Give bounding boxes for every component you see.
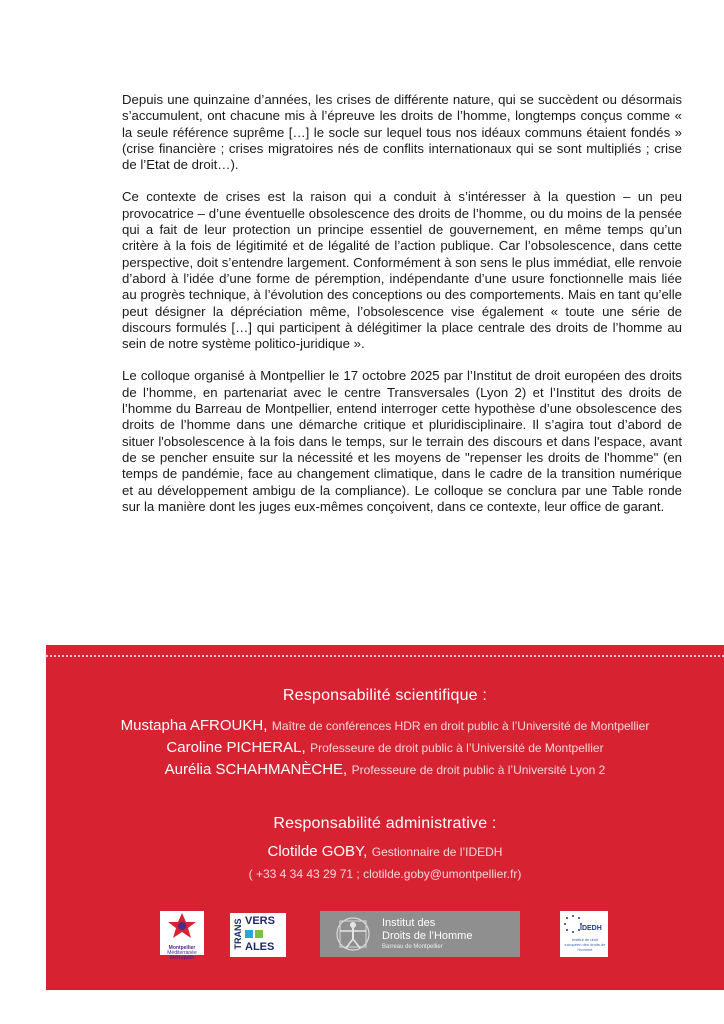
scientific-heading: Responsabilité scientifique : xyxy=(282,687,488,704)
square-icon xyxy=(245,930,253,938)
institut-droits-homme-logo xyxy=(320,911,520,957)
dotted-divider xyxy=(46,655,724,657)
person-name: Aurélia SCHAHMANÈCHE, xyxy=(164,761,348,778)
paragraph-1: Depuis une quinzaine d’années, les crises de différente nature, qui se succèdent ou désormais s’accumulent, ont chacune mis à l’épreuve les droits de l’homme, longtemps conçus comme « la seule référence suprême […] le socle sur lequel tous nos idéaux communs étaient fondés » (crise financière ; crises migratoires nés de conflits internationaux qui se sont multipliés ; crise de l’Etat de droit…). xyxy=(122,92,682,173)
logo-text: Institut des xyxy=(382,917,436,929)
admin-heading: Responsabilité administrative : xyxy=(273,815,497,832)
star-icon xyxy=(160,911,204,941)
logo-text: Barreau de Montpellier xyxy=(382,944,443,950)
person-name: Clotilde GOBY, xyxy=(267,843,368,860)
logo-text: Montpellier xyxy=(168,945,196,951)
person-name: Mustapha AFROUKH, xyxy=(120,717,268,734)
logo-text: Institut de droit européen des droits de l'homme xyxy=(564,937,606,952)
logo-text: Métropole xyxy=(170,955,194,961)
person-name: Caroline PICHERAL, xyxy=(166,739,306,756)
paragraph-2: Ce contexte de crises est la raison qui a conduit à s’intéresser à la question – un peu provocatrice – d’une éventuelle obsolescence des droits de l’homme, ou du moins de la pensée qui a fait de leur protection un principe essentiel de gouvernement, en même temps qu’un critère à la fois de légitimité et de légalité de l’action publique. Car l’obsolescence, dans cette perspective, doit s’entendre largement. Conformément à son sens le plus immédiat, elle renvoie d’abord à l’idée d’une forme de péremption, indépendante d’une usure fonctionnelle mais liée au progrès technique, à l’évolution des conceptions ou des comportements. Mais en tant qu’elle peut désigner la dépréciation même, l’obsolescence vise également « toute une série de discours formulés […] qui participent à délégitimer la place centrale des droits de l’homme au sein de notre système politico-juridique ». xyxy=(122,189,682,352)
logo-text: TRANS xyxy=(233,918,243,950)
montpellier-metropole-logo xyxy=(160,911,204,961)
idedh-logo xyxy=(560,911,608,957)
square-icon xyxy=(255,930,263,938)
logo-text: IDEDH xyxy=(580,925,602,932)
credits-band xyxy=(46,645,724,990)
person-role: Professeure de droit public à l’Université Lyon 2 xyxy=(351,763,606,777)
transversales-logo xyxy=(230,913,286,957)
person-role: Gestionnaire de l’IDEDH xyxy=(371,845,503,859)
paragraph-3: Le colloque organisé à Montpellier le 17 octobre 2025 par l’Institut de droit européen des droits de l’homme, en partenariat avec le centre Transversales (Lyon 2) et l’Institut des droits de l’homme du Barreau de Montpellier, entend interroger cette hypothèse d’une obsolescence des droits de l’homme dans une démarche critique et pluridisciplinaire. Il s’agira tout d’abord de situer l'obsolescence à la fois dans le temps, sur le terrain des discours et dans l'espace, avant de se pencher ensuite sur la nécessité et les moyens de "repenser les droits de l'homme" (en temps de pandémie, face au changement climatique, dans le cadre de la transition numérique et au développement ambigu de la compliance). Le colloque se conclura par une Table ronde sur la manière dont les juges eux-mêmes conçoivent, dans ce contexte, leur office de garant. xyxy=(122,368,682,514)
logo-text: Droits de l’Homme xyxy=(382,930,473,942)
logo-text: VERS xyxy=(245,915,275,927)
admin-person xyxy=(46,843,724,861)
body-text xyxy=(122,92,682,531)
scientific-person-3 xyxy=(46,761,724,779)
admin-contact: ( +33 4 34 43 29 71 ; clotilde.goby@umontpellier.fr) xyxy=(248,867,522,881)
scientific-person-2 xyxy=(46,739,724,757)
person-role: Professeure de droit public à l’Université de Montpellier xyxy=(310,741,604,755)
logo-text: ALES xyxy=(245,941,275,953)
logo-text: Méditerranée xyxy=(167,950,197,956)
person-role: Maître de conférences HDR en droit public à l’Université de Montpellier xyxy=(271,719,650,733)
scientific-person-1 xyxy=(46,717,724,735)
vitruvian-man-icon xyxy=(334,915,372,953)
